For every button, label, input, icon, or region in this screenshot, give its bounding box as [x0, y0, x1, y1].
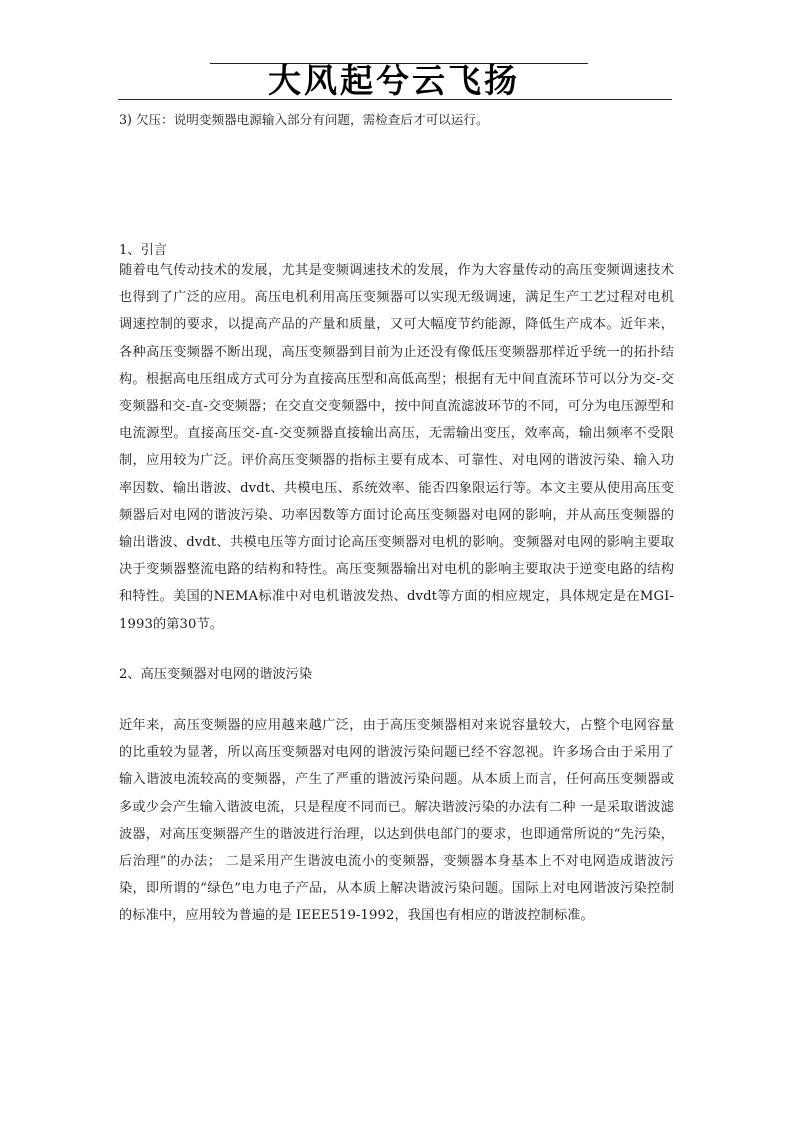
header-title: 大风起兮云飞扬 — [268, 61, 520, 100]
section-heading-harmonic-pollution: 2、高压变频器对电网的谐波污染 — [119, 667, 313, 682]
note-line: 3) 欠压：说明变频器电源输入部分有问题，需检查后才可以运行。 — [119, 112, 489, 127]
header-bottom-rule — [118, 99, 672, 100]
paragraph-harmonic-pollution: 近年来，高压变频器的应用越来越广泛，由于高压变频器相对来说容量较大，占整个电网容量的比重较为显著，所以高压变频器对电网的谐波污染问题已经不容忽视。许多场合由于采用了输入谐波电流较高的变频器，产生了严重的谐波污染问题。从本质上而言，任何高压变频器或多或少会产生输入谐波电流，只是程度不同而已。解决谐波污染的办法有二种 一是采取谐波滤波器，对高压变频器产生的谐波进行治理，以达到供电部门的要求，也即通常所说的“先污染，后治理”的办法； 二是采用产生谐波电流小的变频器，变频器本身基本上不对电网造成谐波污染，即所谓的“绿色”电力电子产品，从本质上解决谐波污染问题。国际上对电网谐波污染控制的标准中，应用较为普遍的是 IEEE519-1992，我国也有相应的谐波控制标准。 — [119, 718, 674, 924]
section-heading-introduction: 1、引言 — [119, 243, 167, 258]
paragraph-introduction: 随着电气传动技术的发展，尤其是变频调速技术的发展，作为大容量传动的高压变频调速技术也得到了广泛的应用。高压电机利用高压变频器可以实现无级调速，满足生产工艺过程对电机调速控制的要求，以提高产品的产量和质量，又可大幅度节约能源，降低生产成本。近年来，各种高压变频器不断出现，高压变频器到目前为止还没有像低压变频器那样近乎统一的拓扑结构。根据高电压组成方式可分为直接高压型和高低高型；根据有无中间直流环节可以分为交-交变频器和交-直-交变频器；在交直交变频器中，按中间直流滤波环节的不同，可分为电压源型和电流源型。直接高压交-直-交变频器直接输出高压，无需输出变压，效率高，输出频率不受限制，应用较为广泛。评价高压变频器的指标主要有成本、可靠性、对电网的谐波污染、输入功率因数、输出谐波、dvdt、共模电压、系统效率、能否四象限运行等。本文主要从使用高压变频器后对电网的谐波污染、功率因数等方面讨论高压变频器对电网的影响，并从高压变频器的输出谐波、dvdt、共模电压等方面讨论高压变频器对电机的影响。变频器对电网的影响主要取决于变频器整流电路的结构和特性。高压变频器输出对电机的影响主要取决于逆变电路的结构和特性。美国的NEMA标准中对电机谐波发热、dvdt等方面的相应规定，具体规定是在MGI-1993的第30节。 — [119, 263, 674, 632]
